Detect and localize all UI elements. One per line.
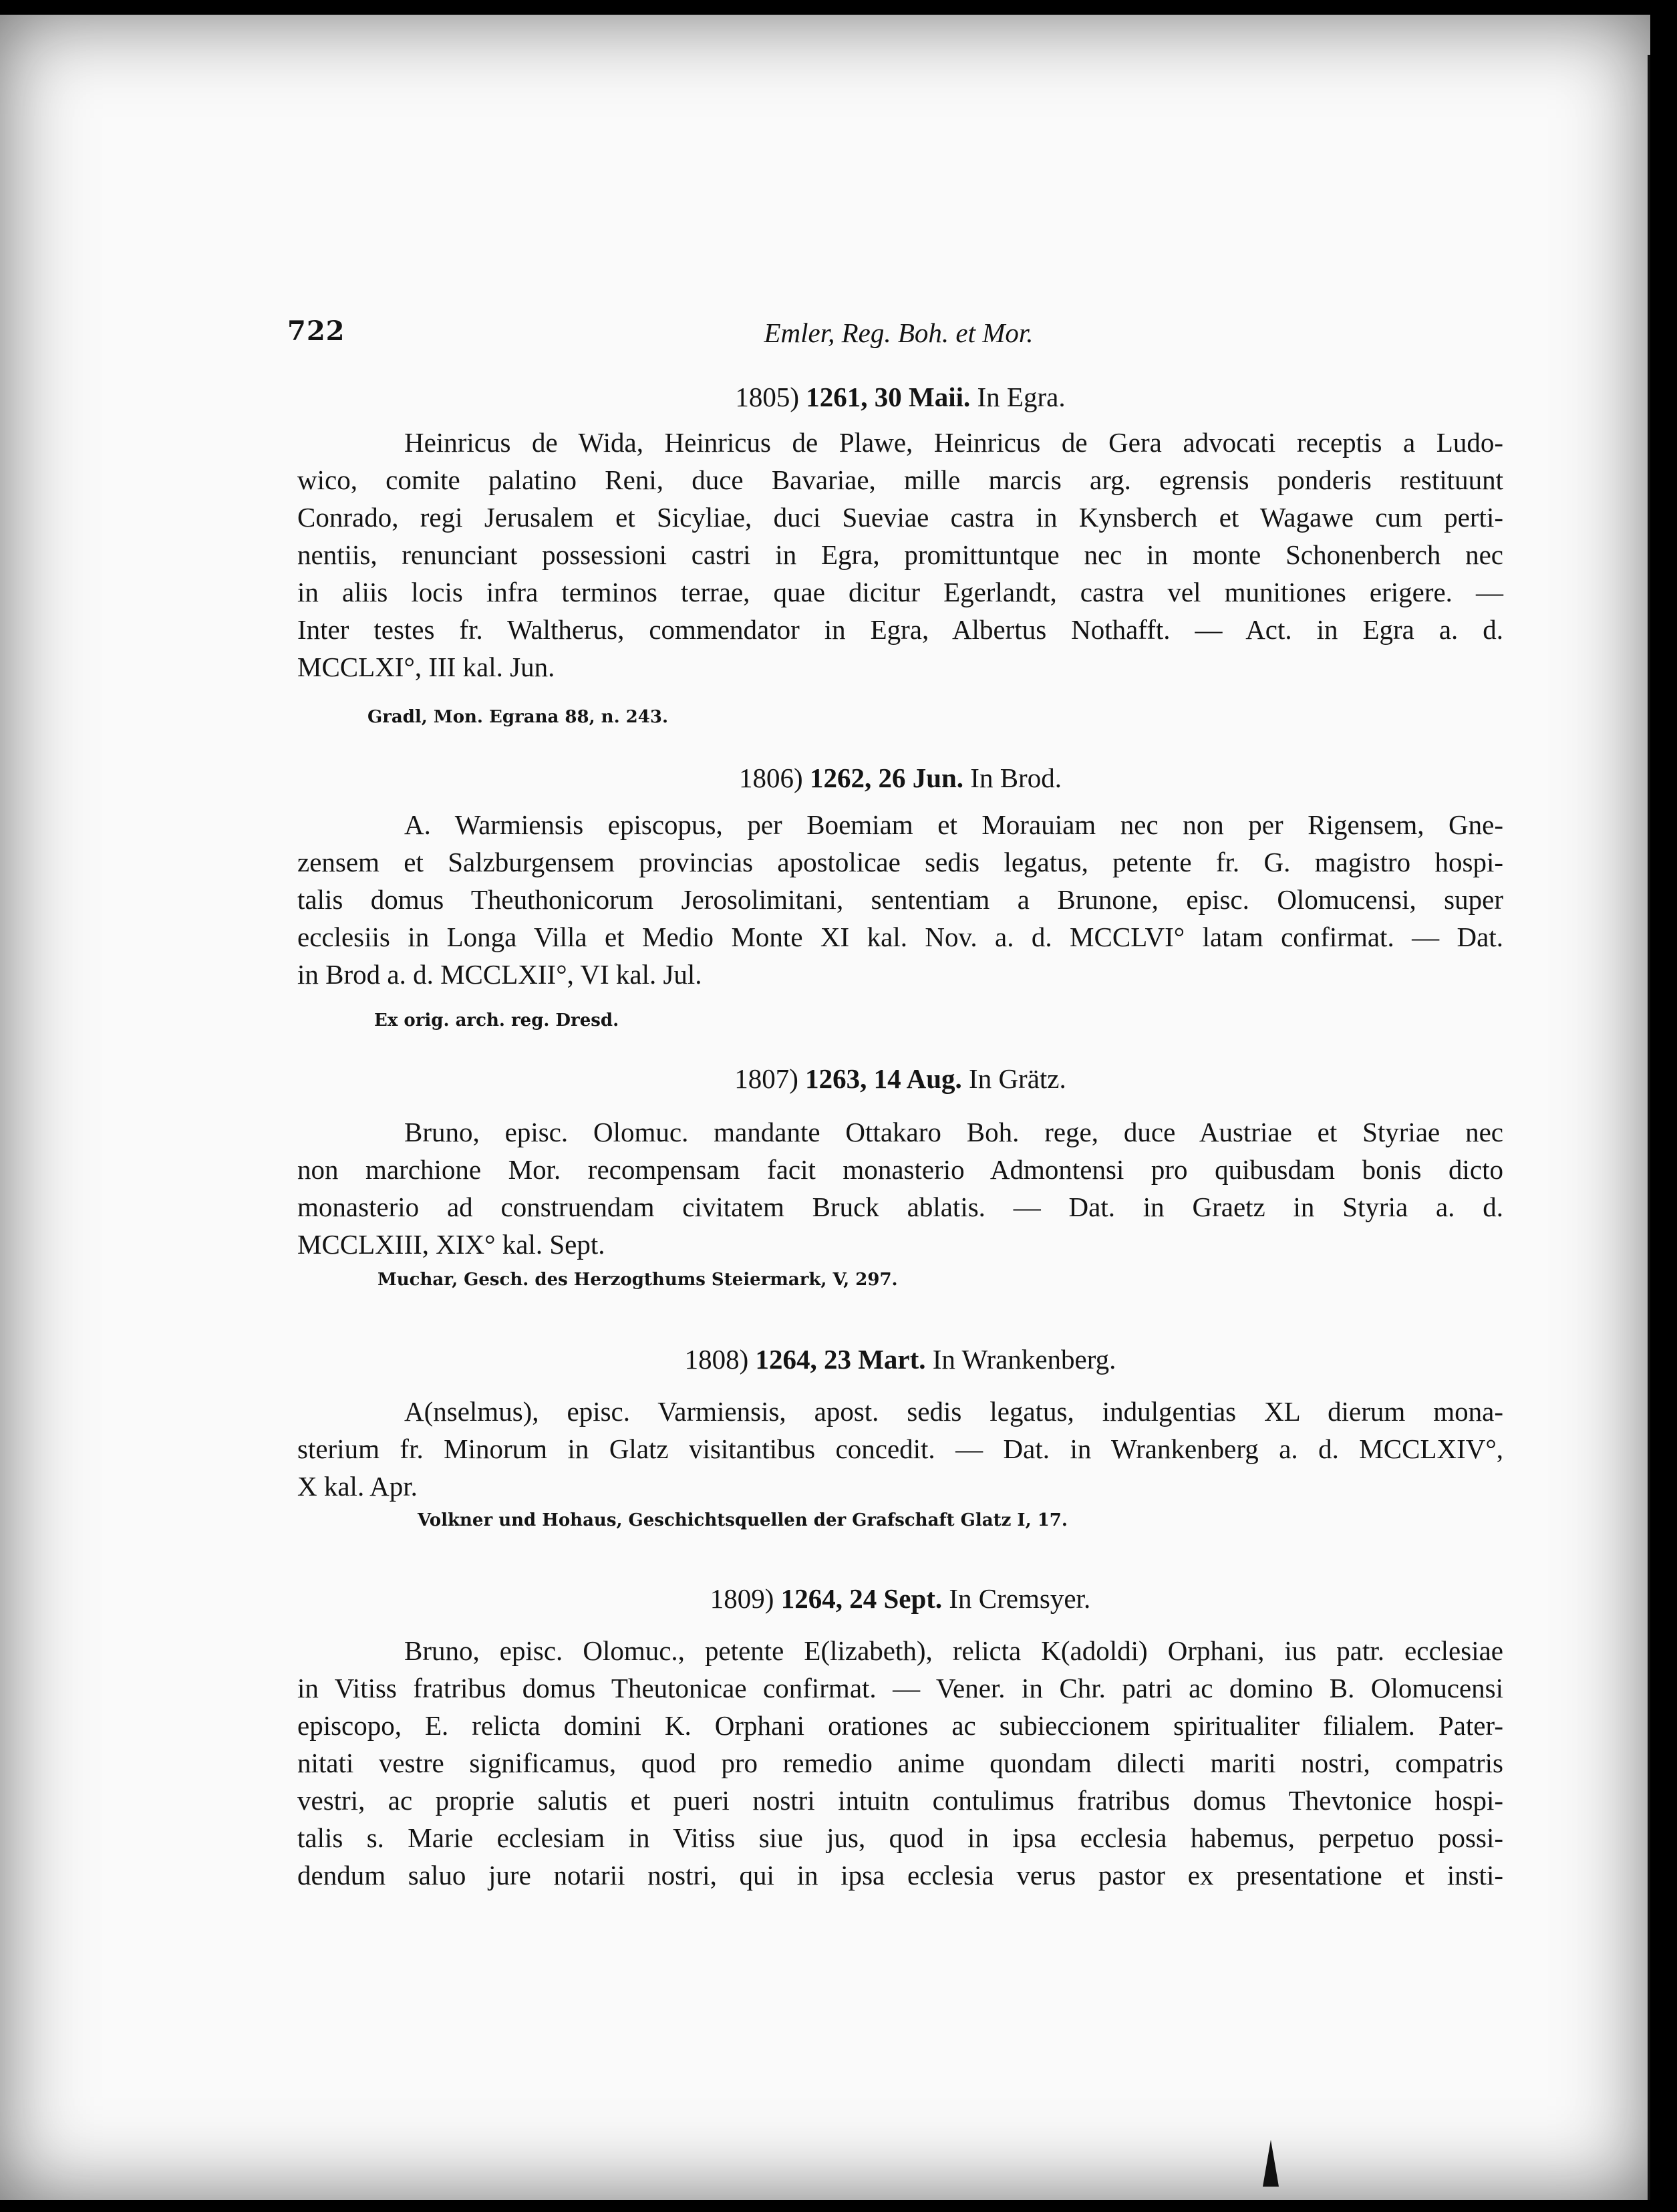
text-line: Bruno, episc. Olomuc., petente E(lizabeth), relicta K(adoldi) Orphani, ius patr. ecclesiae <box>404 1635 1503 1666</box>
text-line: non marchione Mor. recompensam facit monasterio Admontensi pro quibusdam bonis dicto <box>297 1154 1503 1185</box>
entry-place: In Wrankenberg. <box>932 1344 1116 1375</box>
text-line: wico, comite palatino Reni, duce Bavariae, mille marcis arg. egrensis ponderis restituunt <box>297 464 1503 495</box>
entry-date: 1263, 14 Aug. <box>805 1063 962 1094</box>
entry-place: In Grätz. <box>969 1063 1066 1094</box>
text-line: monasterio ad construendam civitatem Bruck ablatis. — Dat. in Graetz in Styria a. d. <box>297 1192 1503 1222</box>
entry-heading <box>297 1063 1503 1095</box>
text-line: in Vitiss fratribus domus Theutonicae confirmat. — Vener. in Chr. patri ac domino B. Olomucensi <box>297 1673 1503 1703</box>
entry-date: 1264, 24 Sept. <box>780 1583 943 1614</box>
text-line: MCCLXI°, III kal. Jun. <box>297 652 555 682</box>
entry-number: 1809) <box>710 1583 774 1614</box>
entry-heading <box>297 762 1503 794</box>
entry-date: 1261, 30 Maii. <box>806 382 971 412</box>
entry-heading <box>297 1343 1503 1375</box>
entry-source: Muchar, Gesch. des Herzogthums Steiermark, V, 297. <box>377 1270 898 1290</box>
entry-heading <box>297 381 1503 413</box>
entry-number: 1808) <box>684 1344 749 1375</box>
text-line: X kal. Apr. <box>297 1471 418 1502</box>
entry-number: 1807) <box>734 1063 798 1094</box>
text-line: Heinricus de Wida, Heinricus de Plawe, Heinricus de Gera advocati receptis a Ludo- <box>404 427 1503 458</box>
entry-source: Volkner und Hohaus, Geschichtsquellen der Grafschaft Glatz I, 17. <box>418 1510 1068 1530</box>
page-number: 722 <box>287 315 345 347</box>
text-line: talis s. Marie ecclesiam in Vitiss siue jus, quod in ipsa ecclesia habemus, perpetuo possi- <box>297 1822 1503 1853</box>
entry-date: 1262, 26 Jun. <box>809 763 964 793</box>
entry-heading <box>297 1582 1503 1615</box>
page-edge-shadow <box>1648 55 1650 2200</box>
text-line: in aliis locis infra terminos terrae, quae dicitur Egerlandt, castra vel munitiones erigere. — <box>297 577 1503 607</box>
text-line: Conrado, regi Jerusalem et Sicyliae, duci Sueviae castra in Kynsberch et Wagawe cum perti- <box>297 502 1503 533</box>
entry-place: In Brod. <box>970 763 1062 793</box>
text-line: vestri, ac proprie salutis et pueri nostri intuitn contulimus fratribus domus Thevtonice hospi- <box>297 1785 1503 1816</box>
text-line: zensem et Salzburgensem provincias apostolicae sedis legatus, petente fr. G. magistro hospi- <box>297 847 1503 877</box>
text-line: episcopo, E. relicta domini K. Orphani orationes ac subieccionem spiritualiter filialem. Pater- <box>297 1710 1503 1741</box>
text-line: talis domus Theuthonicorum Jerosolimitani, sententiam a Brunone, episc. Olomucensi, super <box>297 884 1503 915</box>
text-line: sterium fr. Minorum in Glatz visitantibus concedit. — Dat. in Wrankenberg a. d. MCCLXIV°, <box>297 1433 1503 1464</box>
entry-number: 1806) <box>739 763 803 793</box>
entry-number: 1805) <box>735 382 800 412</box>
text-line: Bruno, episc. Olomuc. mandante Ottakaro Boh. rege, duce Austriae et Styriae nec <box>404 1117 1503 1147</box>
page-header <box>287 315 1510 356</box>
entry-place: In Egra. <box>977 382 1066 412</box>
text-line: Inter testes fr. Waltherus, commendator in Egra, Albertus Nothafft. — Act. in Egra a. d. <box>297 614 1503 645</box>
text-line: A(nselmus), episc. Varmiensis, apost. sedis legatus, indulgentias XL dierum mona- <box>404 1396 1503 1427</box>
text-line: ecclesiis in Longa Villa et Medio Monte XI kal. Nov. a. d. MCCLVI° latam confirmat. — Dat. <box>297 922 1503 952</box>
scan-artifact <box>1263 2140 1279 2187</box>
text-line: MCCLXIII, XIX° kal. Sept. <box>297 1229 605 1260</box>
text-line: dendum saluo jure notarii nostri, qui in ipsa ecclesia verus pastor ex presentatione et insti- <box>297 1860 1503 1891</box>
running-head: Emler, Reg. Boh. et Mor. <box>764 317 1034 348</box>
text-line: A. Warmiensis episcopus, per Boemiam et Morauiam nec non per Rigensem, Gne- <box>404 809 1503 840</box>
text-line: nentiis, renunciant possessioni castri in Egra, promittuntque nec in monte Schonenberch nec <box>297 539 1503 570</box>
entry-source: Gradl, Mon. Egrana 88, n. 243. <box>367 707 668 727</box>
entry-source: Ex orig. arch. reg. Dresd. <box>374 1010 619 1030</box>
text-line: in Brod a. d. MCCLXII°, VI kal. Jul. <box>297 959 702 990</box>
text-line: nitati vestre significamus, quod pro remedio anime quondam dilecti mariti nostri, compatris <box>297 1748 1503 1778</box>
scanned-page <box>0 15 1650 2200</box>
entry-place: In Cremsyer. <box>949 1583 1091 1614</box>
entry-date: 1264, 23 Mart. <box>755 1344 926 1375</box>
